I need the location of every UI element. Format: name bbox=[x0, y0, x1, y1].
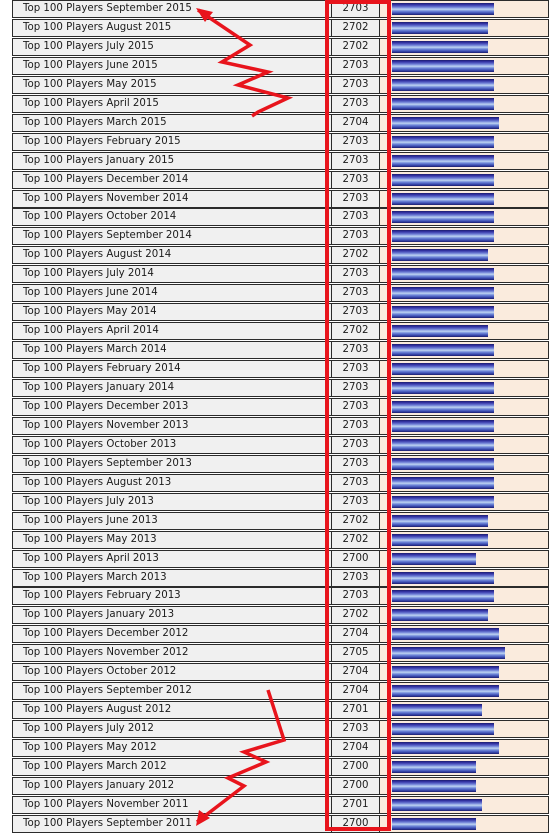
table-row bbox=[0, 360, 553, 378]
rating-bar-cell bbox=[380, 95, 549, 113]
rating-bar-cell bbox=[380, 569, 549, 587]
list-name-link[interactable]: Top 100 Players June 2013 bbox=[12, 512, 332, 530]
rating-bar-cell bbox=[380, 322, 549, 340]
table-row bbox=[0, 758, 553, 776]
rating-bar bbox=[392, 98, 494, 110]
rating-bar bbox=[392, 496, 494, 508]
rating-bar-cell bbox=[380, 360, 549, 378]
table-row bbox=[0, 701, 553, 719]
rating-bar bbox=[392, 306, 494, 318]
rating-bar bbox=[392, 628, 499, 640]
rating-bar-cell bbox=[380, 246, 549, 264]
rating-bar-cell bbox=[380, 493, 549, 511]
table-row bbox=[0, 190, 553, 208]
table-row bbox=[0, 95, 553, 113]
rating-bar-cell bbox=[380, 606, 549, 624]
table-row bbox=[0, 550, 553, 568]
table-row bbox=[0, 474, 553, 492]
average-rating: 2700 bbox=[332, 758, 380, 776]
rating-bar bbox=[392, 799, 482, 811]
rating-bar bbox=[392, 647, 505, 659]
average-rating: 2703 bbox=[332, 95, 380, 113]
list-name-link[interactable]: Top 100 Players June 2015 bbox=[12, 57, 332, 75]
list-name-link[interactable]: Top 100 Players March 2015 bbox=[12, 114, 332, 132]
rating-bar-cell bbox=[380, 171, 549, 189]
rating-bar bbox=[392, 3, 494, 15]
average-rating: 2703 bbox=[332, 493, 380, 511]
average-rating: 2703 bbox=[332, 569, 380, 587]
list-name-link[interactable]: Top 100 Players August 2015 bbox=[12, 19, 332, 37]
rating-bar-cell bbox=[380, 341, 549, 359]
rating-bar bbox=[392, 211, 494, 223]
average-rating: 2703 bbox=[332, 398, 380, 416]
list-name-link[interactable]: Top 100 Players February 2015 bbox=[12, 133, 332, 151]
list-name-link[interactable]: Top 100 Players July 2012 bbox=[12, 720, 332, 738]
average-rating: 2703 bbox=[332, 190, 380, 208]
list-name-link[interactable]: Top 100 Players July 2014 bbox=[12, 265, 332, 283]
average-rating: 2702 bbox=[332, 246, 380, 264]
table-row bbox=[0, 644, 553, 662]
rating-bar-cell bbox=[380, 682, 549, 700]
rating-bar-cell bbox=[380, 76, 549, 94]
rating-bar bbox=[392, 818, 476, 830]
rating-bar-cell bbox=[380, 720, 549, 738]
rating-bar-cell bbox=[380, 796, 549, 814]
list-name-link[interactable]: Top 100 Players September 2015 bbox=[12, 0, 332, 18]
list-name-link[interactable]: Top 100 Players September 2013 bbox=[12, 455, 332, 473]
average-rating: 2705 bbox=[332, 644, 380, 662]
list-name-link[interactable]: Top 100 Players August 2012 bbox=[12, 701, 332, 719]
list-name-link[interactable]: Top 100 Players November 2013 bbox=[12, 417, 332, 435]
average-rating: 2703 bbox=[332, 265, 380, 283]
table-row bbox=[0, 133, 553, 151]
rating-bar-cell bbox=[380, 777, 549, 795]
table-row bbox=[0, 417, 553, 435]
table-row bbox=[0, 76, 553, 94]
average-rating: 2703 bbox=[332, 303, 380, 321]
table-row bbox=[0, 796, 553, 814]
table-row bbox=[0, 322, 553, 340]
rating-bar bbox=[392, 230, 494, 242]
rating-bar-cell bbox=[380, 57, 549, 75]
average-rating: 2703 bbox=[332, 341, 380, 359]
rating-bar-cell bbox=[380, 284, 549, 302]
rating-bar-cell bbox=[380, 531, 549, 549]
average-rating: 2704 bbox=[332, 625, 380, 643]
rating-bar bbox=[392, 723, 494, 735]
average-rating: 2703 bbox=[332, 455, 380, 473]
table-row bbox=[0, 720, 553, 738]
list-name-link[interactable]: Top 100 Players September 2011 bbox=[12, 815, 332, 833]
table-row bbox=[0, 38, 553, 56]
rating-bar bbox=[392, 553, 476, 565]
average-rating: 2702 bbox=[332, 512, 380, 530]
list-name-link[interactable]: Top 100 Players October 2013 bbox=[12, 436, 332, 454]
average-rating: 2703 bbox=[332, 720, 380, 738]
table-row bbox=[0, 152, 553, 170]
table-row bbox=[0, 625, 553, 643]
average-rating: 2702 bbox=[332, 19, 380, 37]
rating-bar-cell bbox=[380, 265, 549, 283]
average-rating: 2703 bbox=[332, 474, 380, 492]
table-row bbox=[0, 265, 553, 283]
table-row bbox=[0, 739, 553, 757]
list-name-link[interactable]: Top 100 Players March 2014 bbox=[12, 341, 332, 359]
average-rating: 2700 bbox=[332, 815, 380, 833]
rating-bar bbox=[392, 534, 488, 546]
list-name-link[interactable]: Top 100 Players January 2013 bbox=[12, 606, 332, 624]
list-name-link[interactable]: Top 100 Players April 2013 bbox=[12, 550, 332, 568]
list-name-link[interactable]: Top 100 Players May 2014 bbox=[12, 303, 332, 321]
list-name-link[interactable]: Top 100 Players April 2015 bbox=[12, 95, 332, 113]
rating-bar bbox=[392, 268, 494, 280]
table-row bbox=[0, 57, 553, 75]
rating-bar-cell bbox=[380, 208, 549, 226]
rating-bar bbox=[392, 477, 494, 489]
list-name-link[interactable]: Top 100 Players November 2011 bbox=[12, 796, 332, 814]
rating-bar-cell bbox=[380, 644, 549, 662]
list-name-link[interactable]: Top 100 Players December 2012 bbox=[12, 625, 332, 643]
rating-bar bbox=[392, 60, 494, 72]
list-name-link[interactable]: Top 100 Players February 2014 bbox=[12, 360, 332, 378]
list-name-link[interactable]: Top 100 Players May 2015 bbox=[12, 76, 332, 94]
table-row bbox=[0, 493, 553, 511]
list-name-link[interactable]: Top 100 Players June 2014 bbox=[12, 284, 332, 302]
list-name-link[interactable]: Top 100 Players September 2012 bbox=[12, 682, 332, 700]
list-name-link[interactable]: Top 100 Players March 2013 bbox=[12, 569, 332, 587]
rating-bar-cell bbox=[380, 663, 549, 681]
average-rating: 2703 bbox=[332, 417, 380, 435]
rating-bar bbox=[392, 344, 494, 356]
rating-bar-cell bbox=[380, 379, 549, 397]
table-row bbox=[0, 19, 553, 37]
list-name-link[interactable]: Top 100 Players March 2012 bbox=[12, 758, 332, 776]
average-rating: 2703 bbox=[332, 152, 380, 170]
list-name-link[interactable]: Top 100 Players May 2012 bbox=[12, 739, 332, 757]
list-name-link[interactable]: Top 100 Players November 2014 bbox=[12, 190, 332, 208]
rating-bar-cell bbox=[380, 0, 549, 18]
list-name-link[interactable]: Top 100 Players December 2013 bbox=[12, 398, 332, 416]
table-row bbox=[0, 663, 553, 681]
average-rating: 2702 bbox=[332, 531, 380, 549]
rating-bar bbox=[392, 458, 494, 470]
list-name-link[interactable]: Top 100 Players December 2014 bbox=[12, 171, 332, 189]
rating-bar-cell bbox=[380, 227, 549, 245]
average-rating: 2702 bbox=[332, 38, 380, 56]
rating-bar-cell bbox=[380, 739, 549, 757]
table-row bbox=[0, 114, 553, 132]
rating-bar bbox=[392, 79, 494, 91]
average-rating: 2703 bbox=[332, 360, 380, 378]
rating-bar-cell bbox=[380, 114, 549, 132]
table-row bbox=[0, 284, 553, 302]
rating-bar bbox=[392, 325, 488, 337]
average-rating: 2703 bbox=[332, 0, 380, 18]
average-rating: 2704 bbox=[332, 114, 380, 132]
rating-bar-cell bbox=[380, 417, 549, 435]
rating-bar bbox=[392, 155, 494, 167]
rating-bar-cell bbox=[380, 758, 549, 776]
rating-bar-cell bbox=[380, 190, 549, 208]
table-row bbox=[0, 569, 553, 587]
rating-bar bbox=[392, 382, 494, 394]
table-row bbox=[0, 341, 553, 359]
rating-bar bbox=[392, 666, 499, 678]
list-name-link[interactable]: Top 100 Players November 2012 bbox=[12, 644, 332, 662]
rating-bar bbox=[392, 685, 499, 697]
average-rating: 2704 bbox=[332, 663, 380, 681]
rating-bar-cell bbox=[380, 512, 549, 530]
rating-bar-cell bbox=[380, 455, 549, 473]
table-row bbox=[0, 0, 553, 18]
average-rating: 2703 bbox=[332, 587, 380, 605]
average-rating: 2702 bbox=[332, 322, 380, 340]
average-rating: 2700 bbox=[332, 777, 380, 795]
list-name-link[interactable]: Top 100 Players April 2014 bbox=[12, 322, 332, 340]
list-name-link[interactable]: Top 100 Players July 2013 bbox=[12, 493, 332, 511]
rating-bar-cell bbox=[380, 587, 549, 605]
table-row bbox=[0, 682, 553, 700]
list-name-link[interactable]: Top 100 Players January 2014 bbox=[12, 379, 332, 397]
rating-bar bbox=[392, 22, 488, 34]
rating-bar bbox=[392, 249, 488, 261]
table-row bbox=[0, 436, 553, 454]
rating-bar bbox=[392, 590, 494, 602]
average-rating: 2704 bbox=[332, 682, 380, 700]
rating-bar bbox=[392, 401, 494, 413]
table-row bbox=[0, 455, 553, 473]
list-name-link[interactable]: Top 100 Players October 2012 bbox=[12, 663, 332, 681]
rating-bar bbox=[392, 515, 488, 527]
average-rating: 2703 bbox=[332, 208, 380, 226]
average-rating: 2703 bbox=[332, 76, 380, 94]
average-rating: 2703 bbox=[332, 436, 380, 454]
rating-bar-cell bbox=[380, 303, 549, 321]
rating-bar bbox=[392, 609, 488, 621]
table-row bbox=[0, 531, 553, 549]
average-rating: 2703 bbox=[332, 379, 380, 397]
list-name-link[interactable]: Top 100 Players January 2012 bbox=[12, 777, 332, 795]
rating-bar bbox=[392, 572, 494, 584]
rating-bar-cell bbox=[380, 398, 549, 416]
list-name-link[interactable]: Top 100 Players May 2013 bbox=[12, 531, 332, 549]
table-row bbox=[0, 246, 553, 264]
average-rating: 2700 bbox=[332, 550, 380, 568]
average-rating: 2704 bbox=[332, 739, 380, 757]
average-rating: 2703 bbox=[332, 284, 380, 302]
list-name-link[interactable]: Top 100 Players August 2013 bbox=[12, 474, 332, 492]
rating-bar-cell bbox=[380, 133, 549, 151]
rating-bar bbox=[392, 363, 494, 375]
rating-bar bbox=[392, 174, 494, 186]
list-name-link[interactable]: Top 100 Players February 2013 bbox=[12, 587, 332, 605]
rating-bar-cell bbox=[380, 815, 549, 833]
rating-bar-cell bbox=[380, 550, 549, 568]
table-row bbox=[0, 227, 553, 245]
table-row bbox=[0, 777, 553, 795]
average-rating: 2703 bbox=[332, 171, 380, 189]
rating-bar-cell bbox=[380, 701, 549, 719]
average-rating: 2703 bbox=[332, 227, 380, 245]
rating-bar-cell bbox=[380, 152, 549, 170]
table-row bbox=[0, 208, 553, 226]
list-name-link[interactable]: Top 100 Players August 2014 bbox=[12, 246, 332, 264]
rating-bar bbox=[392, 136, 494, 148]
table-row bbox=[0, 303, 553, 321]
rating-bar-cell bbox=[380, 625, 549, 643]
rating-bar bbox=[392, 420, 494, 432]
rating-bar bbox=[392, 704, 482, 716]
rating-bar-cell bbox=[380, 474, 549, 492]
average-rating: 2702 bbox=[332, 606, 380, 624]
table-row bbox=[0, 379, 553, 397]
table-row bbox=[0, 606, 553, 624]
list-name-link[interactable]: Top 100 Players January 2015 bbox=[12, 152, 332, 170]
rating-bar-cell bbox=[380, 19, 549, 37]
rating-bar bbox=[392, 780, 476, 792]
rating-bar bbox=[392, 117, 499, 129]
list-name-link[interactable]: Top 100 Players September 2014 bbox=[12, 227, 332, 245]
list-name-link[interactable]: Top 100 Players July 2015 bbox=[12, 38, 332, 56]
rating-bar bbox=[392, 761, 476, 773]
table-row bbox=[0, 815, 553, 833]
average-rating: 2701 bbox=[332, 701, 380, 719]
rating-bar-cell bbox=[380, 38, 549, 56]
rating-bar bbox=[392, 742, 499, 754]
table-row bbox=[0, 398, 553, 416]
table-row bbox=[0, 587, 553, 605]
rating-bar-cell bbox=[380, 436, 549, 454]
average-rating: 2703 bbox=[332, 133, 380, 151]
rating-bar bbox=[392, 439, 494, 451]
table-row bbox=[0, 171, 553, 189]
average-rating: 2701 bbox=[332, 796, 380, 814]
table-row bbox=[0, 512, 553, 530]
list-name-link[interactable]: Top 100 Players October 2014 bbox=[12, 208, 332, 226]
rating-bar bbox=[392, 287, 494, 299]
rating-bar bbox=[392, 41, 488, 53]
average-rating: 2703 bbox=[332, 57, 380, 75]
rating-bar bbox=[392, 193, 494, 205]
